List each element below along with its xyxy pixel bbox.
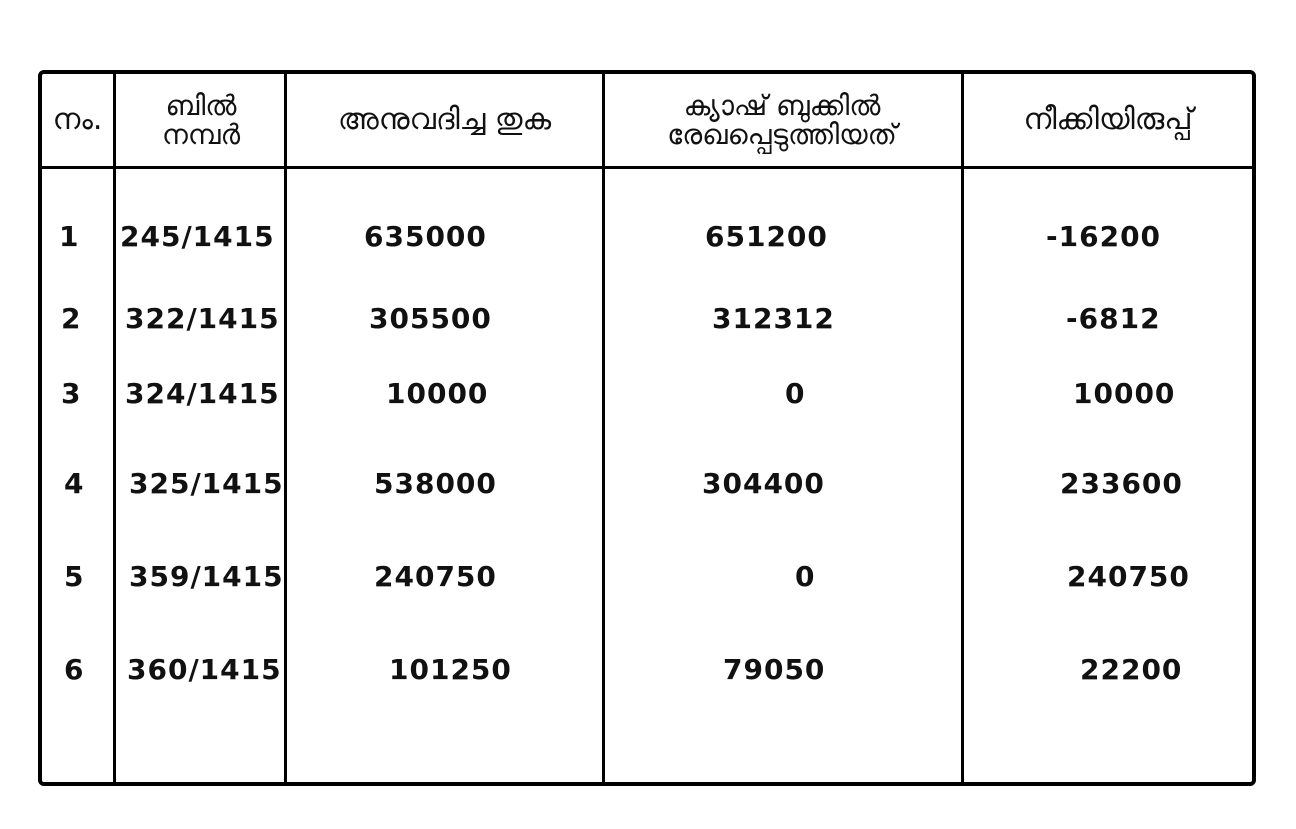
table-row-6-no: 6 (64, 653, 85, 686)
table-row-5-amount: 240750 (374, 560, 497, 593)
table-row-4-amount: 538000 (374, 467, 497, 500)
table-row-4-bill: 325/1415 (129, 467, 284, 500)
table-row-3-no: 3 (61, 377, 82, 410)
table-row-1-amount: 635000 (364, 220, 487, 253)
table-row-2-amount: 305500 (369, 302, 492, 335)
header-bill-number: ബിൽ നമ്പർ (161, 88, 241, 151)
table-row-4-no: 4 (64, 467, 85, 500)
table-row-3-balance: 10000 (1073, 377, 1176, 410)
column-divider (113, 70, 116, 786)
table-row-1-bill: 245/1415 (120, 220, 275, 253)
header-sanctioned-amount: അനുവദിച്ച തുക (337, 102, 552, 138)
table-row-6-balance: 22200 (1080, 653, 1183, 686)
table-row-6-cashbook: 79050 (723, 653, 826, 686)
table-row-3-amount: 10000 (386, 377, 489, 410)
table-row-1-cashbook: 651200 (705, 220, 828, 253)
header-balance: നീക്കിയിരുപ്പ് (1023, 102, 1193, 138)
table-row-1-balance: -16200 (1046, 220, 1162, 253)
table-row-2-no: 2 (61, 302, 82, 335)
column-divider (602, 70, 605, 786)
table-row-4-cashbook: 304400 (702, 467, 825, 500)
header-no: നം. (52, 102, 103, 138)
header-cashbook-entry: ക്യാഷ് ബുക്കിൽ രേഖപ്പെടുത്തിയത് (667, 88, 897, 151)
column-divider (284, 70, 287, 786)
table-row-5-no: 5 (64, 560, 85, 593)
column-divider (961, 70, 964, 786)
table-row-4-balance: 233600 (1060, 467, 1183, 500)
table-row-5-cashbook: 0 (795, 560, 816, 593)
table-row-6-bill: 360/1415 (127, 653, 282, 686)
table-row-2-bill: 322/1415 (125, 302, 280, 335)
table-row-2-balance: -6812 (1066, 302, 1161, 335)
table-row-2-cashbook: 312312 (712, 302, 835, 335)
header-divider (38, 166, 1256, 169)
table-row-3-cashbook: 0 (785, 377, 806, 410)
table-row-6-amount: 101250 (389, 653, 512, 686)
table-row-1-no: 1 (59, 220, 80, 253)
table-row-5-bill: 359/1415 (129, 560, 284, 593)
table-row-5-balance: 240750 (1067, 560, 1190, 593)
table-row-3-bill: 324/1415 (125, 377, 280, 410)
